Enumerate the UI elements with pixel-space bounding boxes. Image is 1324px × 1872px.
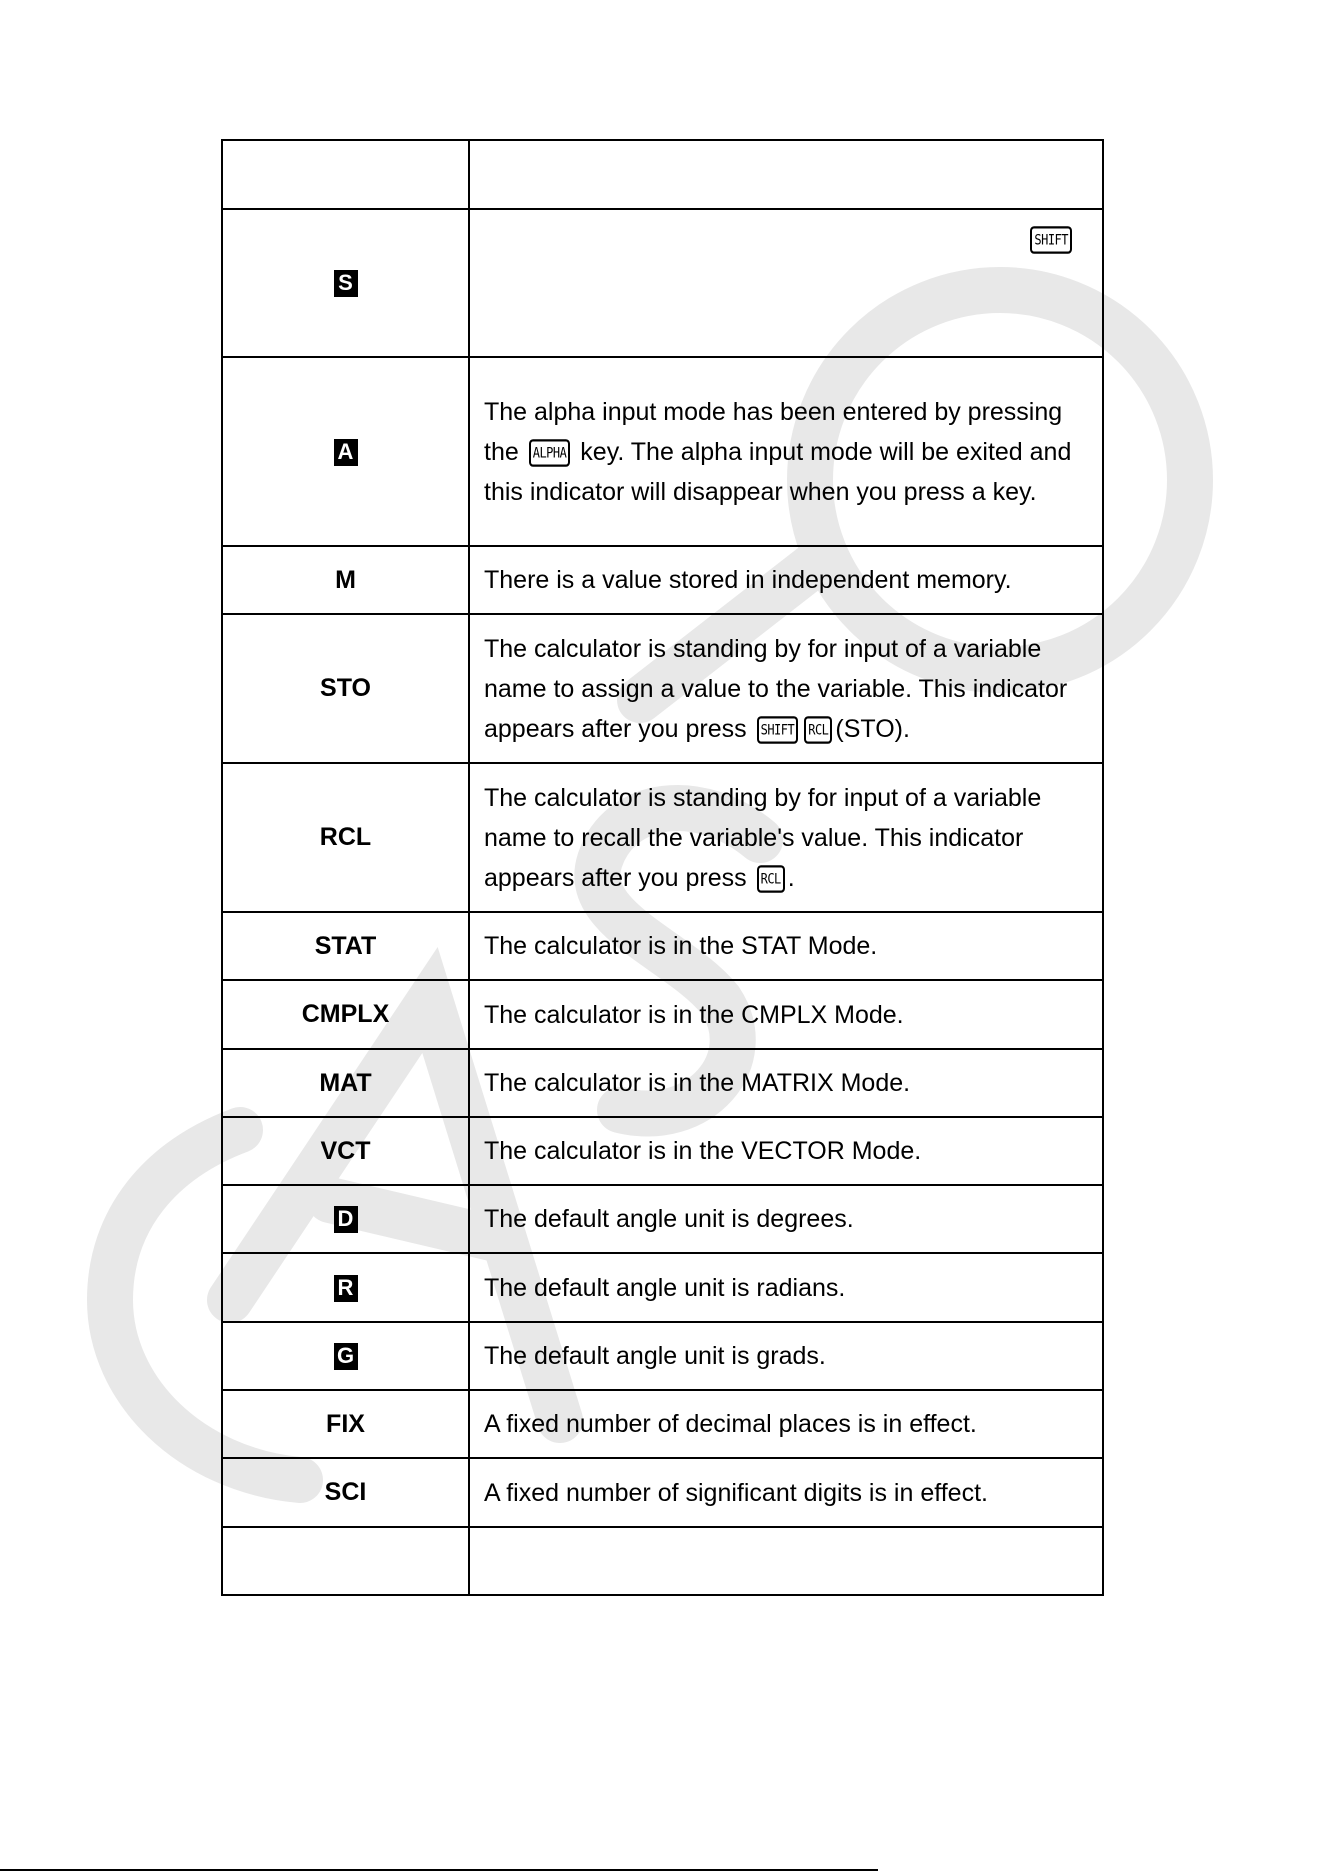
indicator-cell: MAT bbox=[222, 1049, 469, 1117]
indicator-cell: SCI bbox=[222, 1458, 469, 1527]
indicator-cell bbox=[222, 1185, 469, 1253]
table-row bbox=[222, 1322, 1103, 1390]
description-cell: A fixed number of decimal places is in effect. bbox=[469, 1390, 1103, 1458]
description-cell: The calculator is in the MATRIX Mode. bbox=[469, 1049, 1103, 1117]
shift-indicator-chip: S bbox=[334, 270, 358, 297]
rcl-key-icon: RCL bbox=[757, 865, 785, 893]
table-row bbox=[222, 209, 1103, 357]
radian-indicator-chip: R bbox=[334, 1275, 358, 1302]
description-cell: The default angle unit is radians. bbox=[469, 1253, 1103, 1322]
alpha-indicator-chip: A bbox=[334, 439, 358, 466]
table-row bbox=[222, 357, 1103, 546]
table-row bbox=[222, 140, 1103, 209]
rcl-key-icon: RCL bbox=[804, 716, 832, 744]
table-row bbox=[222, 1390, 1103, 1458]
shift-key-icon: SHIFT bbox=[757, 716, 799, 744]
table-row bbox=[222, 980, 1103, 1049]
alpha-key-icon: ALPHA bbox=[529, 439, 571, 467]
description-cell: The calculator is in the CMPLX Mode. bbox=[469, 980, 1103, 1049]
grad-indicator-chip: G bbox=[334, 1343, 358, 1370]
indicator-cell bbox=[222, 140, 469, 209]
indicator-cell bbox=[222, 209, 469, 357]
indicator-cell: M bbox=[222, 546, 469, 614]
description-cell: A fixed number of significant digits is in effect. bbox=[469, 1458, 1103, 1527]
indicator-cell: RCL bbox=[222, 763, 469, 912]
table-row bbox=[222, 1458, 1103, 1527]
bottom-divider bbox=[0, 1869, 878, 1871]
indicator-cell: CMPLX bbox=[222, 980, 469, 1049]
indicator-cell bbox=[222, 1253, 469, 1322]
table-row bbox=[222, 1185, 1103, 1253]
description-cell: There is a value stored in independent memory. bbox=[469, 546, 1103, 614]
degree-indicator-chip: D bbox=[334, 1206, 358, 1233]
table-row bbox=[222, 763, 1103, 912]
shift-key-icon: SHIFT bbox=[1030, 226, 1072, 254]
description-cell: The default angle unit is degrees. bbox=[469, 1185, 1103, 1253]
description-cell: The calculator is standing by for input of a variable name to assign a value to the variable. This indicator appears after you press SHIFT RCL (STO). bbox=[469, 614, 1103, 763]
description-cell bbox=[469, 209, 1103, 357]
table-row bbox=[222, 912, 1103, 980]
description-cell bbox=[469, 1527, 1103, 1595]
table-row bbox=[222, 1527, 1103, 1595]
description-cell: The default angle unit is grads. bbox=[469, 1322, 1103, 1390]
indicator-cell bbox=[222, 1322, 469, 1390]
table-row bbox=[222, 1117, 1103, 1185]
indicator-cell bbox=[222, 357, 469, 546]
indicator-table-container bbox=[221, 139, 1104, 1596]
table-row bbox=[222, 1253, 1103, 1322]
description-cell: The calculator is in the STAT Mode. bbox=[469, 912, 1103, 980]
indicator-table bbox=[221, 139, 1104, 1596]
indicator-cell: FIX bbox=[222, 1390, 469, 1458]
indicator-cell: VCT bbox=[222, 1117, 469, 1185]
table-row bbox=[222, 546, 1103, 614]
table-row bbox=[222, 614, 1103, 763]
description-cell: The calculator is standing by for input of a variable name to recall the variable's value. This indicator appears after you press RCL . bbox=[469, 763, 1103, 912]
indicator-cell: STO bbox=[222, 614, 469, 763]
description-cell bbox=[469, 140, 1103, 209]
description-cell: The calculator is in the VECTOR Mode. bbox=[469, 1117, 1103, 1185]
description-cell: The alpha input mode has been entered by pressing the ALPHA key. The alpha input mode will be exited and this indicator will disappear when you press a key. bbox=[469, 357, 1103, 546]
indicator-cell bbox=[222, 1527, 469, 1595]
table-row bbox=[222, 1049, 1103, 1117]
indicator-cell: STAT bbox=[222, 912, 469, 980]
